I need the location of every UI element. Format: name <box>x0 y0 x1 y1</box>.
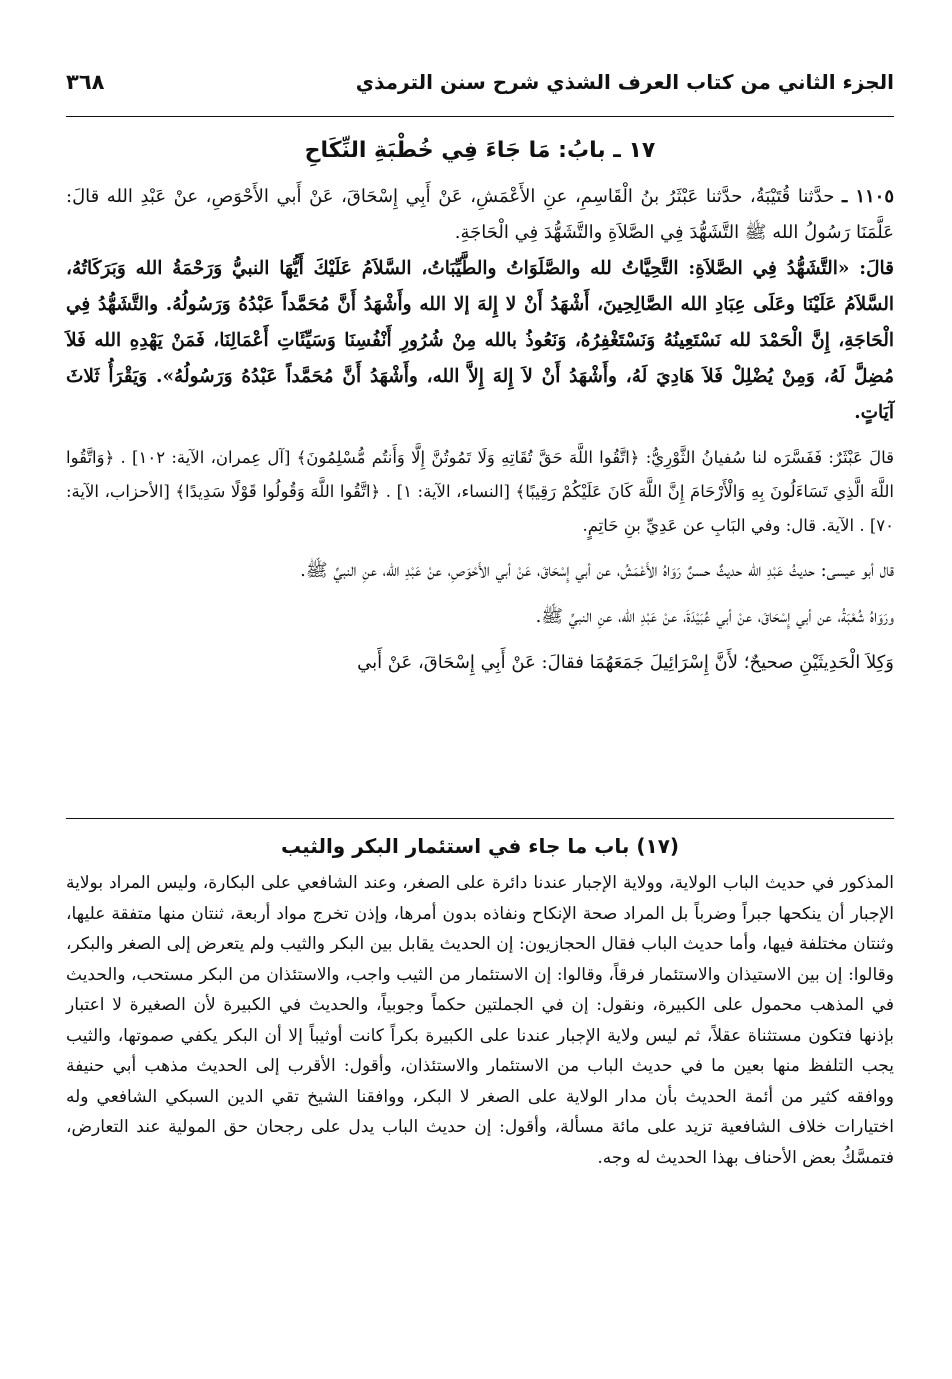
commentary-section <box>66 826 894 1173</box>
chapter-title: ١٧ ـ بابُ: مَا جَاءَ فِي خُطْبَةِ النِّكَاحِ <box>304 138 656 163</box>
page-number: ٣٦٨ <box>66 70 105 94</box>
hadith-both-chains: وَكِلاَ الْحَدِيثَيْنِ صحيحٌ؛ لأَنَّ إِسْرَائِيلَ جَمَعَهُمَا فقالَ: عَنْ أَبِي إِسْحَاقَ، عَنْ أَبي <box>357 652 894 673</box>
commentary-title: (١٧) باب ما جاء في استئمار البكر والثيب <box>280 834 680 858</box>
section-divider <box>66 818 894 819</box>
page-header <box>66 60 894 104</box>
hadith-number: ١١٠٥ ـ <box>841 186 894 207</box>
commentary-text: المذكور في حديث الباب الولاية، وولاية الإجبار عندنا دائرة على الصغر، وعند الشافعي على البكارة، وليس المراد بولاية الإجبار أن ينكحها جبراً وضرباً بل المراد صحة الإنكاح ونفاذه بدون أمرها، وإذن تخرج مواد أربعة، ثنتان منها متفقة عليها، وثنتان مختلفة فيها، وأما حديث الباب فقال الحجازيون: إن الحديث يقابل بين البكر والثيب ولم يتعرض إلى الصغر والبكر، وقالوا: إن بين الاستيذان والاستئمار فرقاً، وقالوا: إن الاستئمار من الثيب واجب، والاستئذان من البكر مستحب، والحديث في المذهب محمول على الكبيرة، ونقول: إن في الجملتين حكماً وجوبياً، والحديث في الكبيرة لأن الصغيرة لا اعتبار بإذنها فتكون مستثناة عقلاً، ثم ليس ولاية الإجبار عندنا على الكبيرة بكراً كانت أوثيباً إلا أن البكر يكفي صموتها، والثيب يجب التلفظ منها بعين ما في حديث الباب من الاستئمار والاستئذان، وأقول: الأقرب إلى الحديث مذهب أبي حنيفة ووافقه كثير من أئمة الحديث بأن مدار الولاية على الصغر لا البكر، ووافقنا الشيخ تقي الدين السبكي الشافعي وله اختيارات خلاف الشافعية تزيد على مائة مسألة، وأقول: إن حديث الباب يدل على رجحان حق المولية عند التعارض، فتمسَّكُ بعض الأحناف بهذا الحديث له وجه. <box>66 873 894 1168</box>
hadith-section <box>66 128 894 681</box>
hadith-matn: قالَ: «التَّشَهُّدُ فِي الصَّلاَةِ: التَّحِيَّاتُ لله والصَّلَوَاتُ والطَّيِّبَاتُ، السَّلاَمُ عَلَيْكَ أَيُّهَا النبيُّ وَرَحْمَةُ الله وَبَرَكَاتُهُ، السَّلاَمُ عَلَيْنَا وعَلَى عِبَادِ الله الصَّالِحِينَ، أَشْهَدُ أَنْ لا إِلهَ إلا الله وأَشْهَدُ أَنَّ مُحَمَّداً عَبْدُهُ وَرَسُولُهُ. والتَّشَهُّدُ فِي الْحَاجَةِ، إِنَّ الْحَمْدَ لله نَسْتَعِينُهُ وَنَسْتَغْفِرُهُ، وَنَعُوذُ بالله مِنْ شُرُورِ أَنْفُسِنَا وَسَيِّئَاتِ أَعْمَالِنَا، فَمَنْ يَهْدِهِ الله فَلاَ مُضِلَّ لَهُ، وَمِنْ يُضْلِلْ فَلاَ هَادِيَ لَهُ، وأَشْهَدُ أَنْ لاَ إِلهَ إِلاَّ الله، وأَشْهَدُ أَنَّ مُحَمَّداً عَبْدُهُ وَرَسُولُهُ». وَيَقْرَأُ ثَلاثَ آيَاتٍ. <box>66 258 894 423</box>
running-title: الجزء الثاني من كتاب العرف الشذي شرح سنن الترمذي <box>355 70 894 94</box>
hadith-shuba: ورَوَاهُ شُعْبَةُ، عن أبي إِسْحَاقَ، عنْ أبي عُبَيْدَةَ، عنْ عَبْدِ الله، عنِ النبيِّ ﷺ. <box>535 606 894 627</box>
hadith-tafsir: قالَ عَبْثَرٌ: فَفَسَّرَه لنا سُفيانُ الثَّوْرِيُّ: ﴿اتَّقُوا اللَّهَ حَقَّ تُقَاتِهِ وَلَا تَمُوتُنَّ إِلَّا وَأَنتُم مُّسْلِمُونَ﴾ [آل عِمران، الآية: ١٠٢] . ﴿وَاتَّقُوا اللَّهَ الَّذِي تَسَاءَلُونَ بِهِ وَالْأَرْحَامَ إِنَّ اللَّهَ كَانَ عَلَيْكُمْ رَقِيبًا﴾ [النساء، الآية: ١] . ﴿اتَّقُوا اللَّهَ وَقُولُوا قَوْلًا سَدِيدًا﴾ [الأحزاب، الآية: ٧٠] . الآية. قال: وفي البَابِ عن عَدِيِّ بنِ حَاتِمٍ. <box>66 448 895 535</box>
hadith-isnad-paragraph <box>66 179 894 251</box>
hadith-isnad: حدَّثنا قُتَيْبَةُ، حدَّثنا عَبْثَرُ بنُ الْقَاسِمِ، عنِ الأَعْمَشِ، عَنْ أَبِي إِسْحَاقَ، عَنْ أَبي الأَحْوَصِ، عنْ عَبْدِ الله قالَ: عَلَّمَنَا رَسُولُ الله ﷺ التَّشَهُّدَ فِي الصَّلاَةِ والتَّشَهُّدَ فِي الْحَاجَةِ. <box>66 186 894 243</box>
hadith-grading: قال أبو عيسى: حديثُ عَبْدِ الله حديثٌ حسنٌ رَوَاهُ الأَعْمَشُ، عن أبي إِسْحَاقَ، عَنْ أبي الأَحْوَصِ، عنْ عَبْدِ الله، عنِ النبيِّ ﷺ. <box>300 560 894 581</box>
header-rule <box>66 116 894 117</box>
